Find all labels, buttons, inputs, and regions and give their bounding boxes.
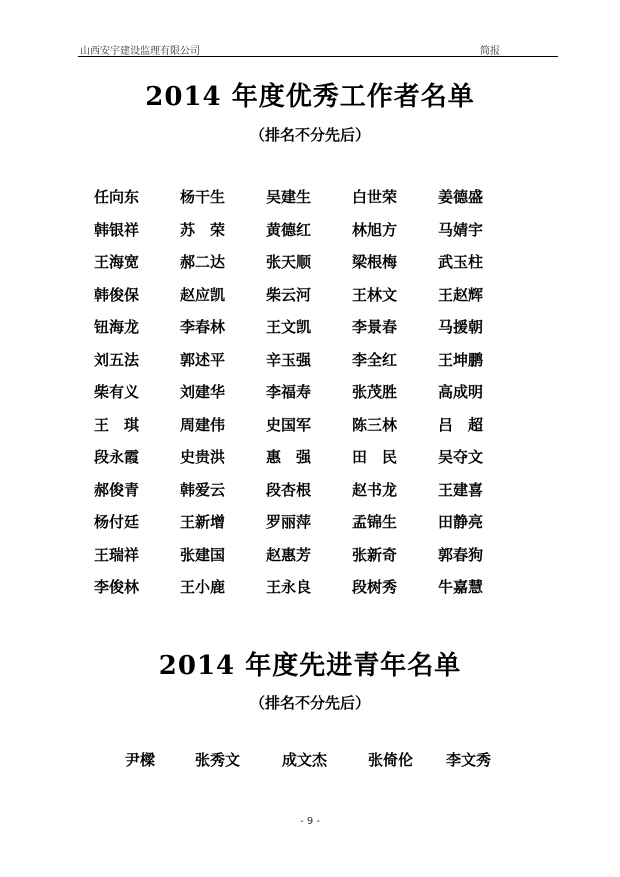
name-row bbox=[94, 446, 534, 479]
header-doc-type: 简报 bbox=[480, 46, 500, 57]
worker-name: 郭述平 bbox=[180, 350, 226, 369]
worker-name: 罗丽萍 bbox=[266, 513, 312, 531]
worker-name: 林旭方 bbox=[352, 220, 398, 239]
worker-name: 柴有义 bbox=[94, 383, 140, 401]
worker-name: 田静亮 bbox=[438, 513, 484, 531]
worker-name: 韩爱云 bbox=[180, 480, 226, 499]
worker-name: 李全红 bbox=[352, 350, 398, 369]
worker-name: 周建伟 bbox=[180, 415, 226, 434]
header-company-name: 山西安宇建设监理有限公司 bbox=[80, 46, 200, 57]
worker-name: 武玉柱 bbox=[438, 253, 484, 271]
youth-name: 张秀文 bbox=[195, 751, 241, 769]
name-row bbox=[94, 576, 534, 609]
worker-name: 王新增 bbox=[180, 513, 226, 531]
worker-name: 马婧宇 bbox=[438, 220, 484, 239]
worker-name: 吕 超 bbox=[438, 415, 484, 434]
name-row bbox=[94, 316, 534, 349]
worker-name: 史贵洪 bbox=[180, 448, 226, 466]
worker-name: 赵惠芳 bbox=[266, 545, 312, 564]
worker-name: 任向东 bbox=[94, 188, 140, 206]
worker-name: 李景春 bbox=[352, 318, 398, 336]
worker-name: 韩银祥 bbox=[94, 220, 140, 239]
worker-name: 段永霞 bbox=[94, 448, 140, 466]
page-number: - 9 - bbox=[300, 816, 320, 827]
worker-name: 赵应凯 bbox=[180, 285, 226, 304]
worker-name: 黄德红 bbox=[266, 220, 312, 239]
name-row bbox=[94, 284, 534, 317]
worker-name: 刘建华 bbox=[180, 383, 226, 401]
worker-name: 王 琪 bbox=[94, 415, 140, 434]
worker-name: 王林文 bbox=[352, 285, 398, 304]
name-row bbox=[94, 251, 534, 284]
section1-subtitle: （排名不分先后） bbox=[249, 126, 370, 144]
name-row bbox=[94, 479, 534, 512]
worker-name: 白世荣 bbox=[352, 188, 398, 206]
name-row bbox=[94, 414, 534, 447]
worker-name: 王建喜 bbox=[438, 480, 484, 499]
worker-name: 郭春狗 bbox=[438, 545, 484, 564]
worker-name: 王赵辉 bbox=[438, 285, 484, 304]
worker-name: 李福寿 bbox=[266, 383, 312, 401]
worker-name: 韩俊保 bbox=[94, 285, 140, 304]
worker-name: 李俊林 bbox=[94, 578, 140, 596]
section1-title: 2014 年度优秀工作者名单 bbox=[145, 82, 475, 112]
name-row bbox=[94, 349, 534, 382]
worker-name: 王小鹿 bbox=[180, 578, 226, 596]
worker-name: 史国军 bbox=[266, 415, 312, 434]
name-row bbox=[94, 511, 534, 544]
outstanding-workers-list bbox=[94, 186, 534, 609]
worker-name: 孟锦生 bbox=[352, 513, 398, 531]
name-row bbox=[94, 544, 534, 577]
worker-name: 钮海龙 bbox=[94, 318, 140, 336]
name-row bbox=[94, 219, 534, 252]
worker-name: 王瑞祥 bbox=[94, 545, 140, 564]
worker-name: 王永良 bbox=[266, 578, 312, 596]
name-row bbox=[94, 186, 534, 219]
worker-name: 梁根梅 bbox=[352, 253, 398, 271]
worker-name: 王文凯 bbox=[266, 318, 312, 336]
worker-name: 段树秀 bbox=[352, 578, 398, 596]
youth-name: 尹樑 bbox=[125, 751, 156, 769]
name-row bbox=[94, 381, 534, 414]
worker-name: 马援朝 bbox=[438, 318, 484, 336]
worker-name: 杨干生 bbox=[180, 188, 226, 206]
worker-name: 赵书龙 bbox=[352, 480, 398, 499]
worker-name: 高成明 bbox=[438, 383, 484, 401]
worker-name: 陈三林 bbox=[352, 415, 398, 434]
worker-name: 李春林 bbox=[180, 318, 226, 336]
worker-name: 吴夺文 bbox=[438, 448, 484, 466]
worker-name: 杨付廷 bbox=[94, 513, 140, 531]
youth-name: 成文杰 bbox=[282, 751, 328, 769]
worker-name: 张茂胜 bbox=[352, 383, 398, 401]
worker-name: 吴建生 bbox=[266, 188, 312, 206]
worker-name: 姜德盛 bbox=[438, 188, 484, 206]
worker-name: 柴云河 bbox=[266, 285, 312, 304]
worker-name: 郝俊青 bbox=[94, 480, 140, 499]
worker-name: 刘五法 bbox=[94, 350, 140, 369]
worker-name: 苏 荣 bbox=[180, 220, 226, 239]
worker-name: 惠 强 bbox=[266, 448, 312, 466]
worker-name: 段杏根 bbox=[266, 480, 312, 499]
worker-name: 牛嘉慧 bbox=[438, 578, 484, 596]
worker-name: 张新奇 bbox=[352, 545, 398, 564]
worker-name: 郝二达 bbox=[180, 253, 226, 271]
section2-title: 2014 年度先进青年名单 bbox=[158, 651, 462, 681]
worker-name: 田 民 bbox=[352, 448, 398, 466]
section2-subtitle: （排名不分先后） bbox=[249, 694, 370, 712]
worker-name: 张建国 bbox=[180, 545, 226, 564]
worker-name: 王坤鹏 bbox=[438, 350, 484, 369]
worker-name: 王海宽 bbox=[94, 253, 140, 271]
worker-name: 辛玉强 bbox=[266, 350, 312, 369]
page-header bbox=[78, 38, 558, 57]
youth-name: 李文秀 bbox=[446, 751, 492, 769]
worker-name: 张天顺 bbox=[266, 253, 312, 271]
youth-name: 张倚伦 bbox=[368, 751, 414, 769]
